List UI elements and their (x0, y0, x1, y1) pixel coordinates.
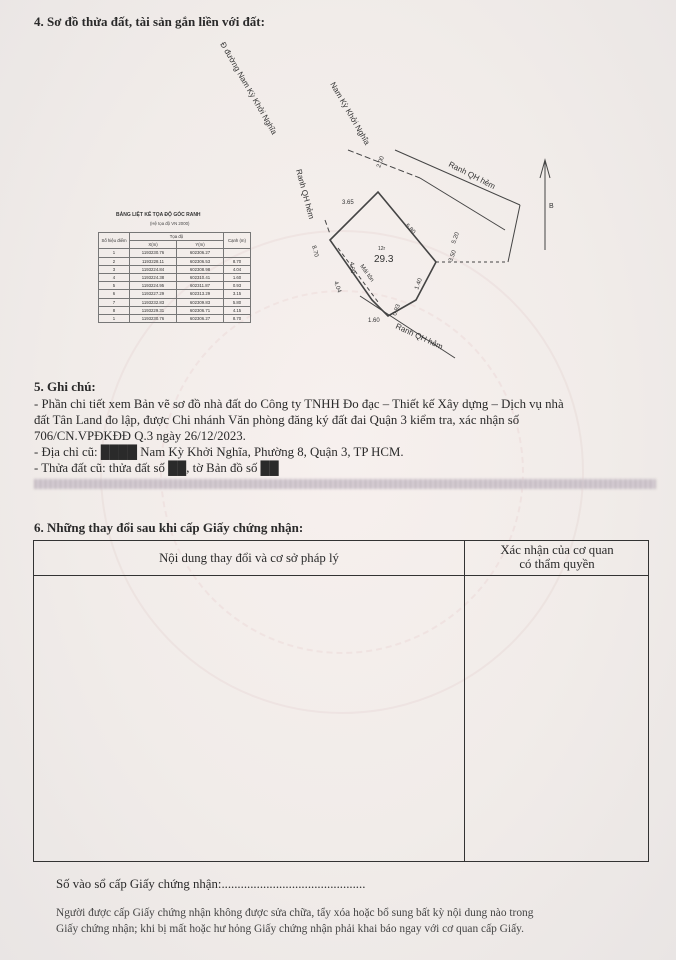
ranh-hem-bottom-label: Ranh QH hẻm (394, 321, 445, 352)
dim-label: 4.30 (348, 261, 356, 274)
col-content-header: Nội dung thay đổi và cơ sở pháp lý (159, 551, 339, 565)
cell: 1193224.38 (130, 273, 177, 281)
warning-line: Giấy chứng nhận; khi bị mất hoặc hư hỏng Giấy chứng nhận phải khai báo ngay với cơ quan cấp Giấy. (56, 923, 524, 935)
cell: 1193230.76 (130, 314, 177, 322)
cell: 5 (99, 282, 130, 290)
dim-label: 0.93 (392, 303, 402, 317)
cell: 2 (99, 257, 130, 265)
dim-label: 5.80 (403, 223, 417, 236)
cell: 602313.29 (177, 290, 224, 298)
cell: 4.15 (224, 306, 251, 314)
table-row (99, 306, 251, 314)
table-row (99, 314, 251, 322)
table-row (99, 273, 251, 281)
cell: 4.04 (224, 265, 251, 273)
section5-title: 5. Ghi chú: (34, 379, 96, 394)
cell: 8.70 (224, 257, 251, 265)
col-point: Số hiệu điểm (99, 233, 130, 249)
cell: 6 (99, 290, 130, 298)
cell: 1 (99, 314, 130, 322)
note-line: - Phần chi tiết xem Bản vẽ sơ đồ nhà đất do Công ty TNHH Đo đạc – Thiết kế Xây dựng – Dịch vụ nhà (34, 397, 564, 411)
cell: 602306.27 (177, 314, 224, 322)
col-x: X(m) (130, 241, 177, 249)
cell: 8.70 (224, 314, 251, 322)
note-line: đất Tân Land đo lập, được Chi nhánh Văn phòng đăng ký đất đai Quận 3 kiểm tra, xác nhận số (34, 413, 520, 427)
road-edge-line (348, 150, 420, 178)
coord-table-subtitle: (Hệ tọa độ VN 2000) (150, 221, 190, 226)
cell: 1193232.83 (130, 298, 177, 306)
cell: 7 (99, 298, 130, 306)
cell: 602308.98 (177, 265, 224, 273)
table-row (99, 290, 251, 298)
table-row (99, 265, 251, 273)
dim-label: 3.50 (448, 249, 458, 263)
column-divider (464, 541, 465, 861)
col-y: Y(m) (177, 241, 224, 249)
warning-line: Người được cấp Giấy chứng nhận không được sửa chữa, tẩy xóa hoặc bổ sung bất kỳ nội dung nào trong (56, 907, 534, 919)
ranh-hem-left-line (325, 220, 330, 234)
registry-number-line: Số vào sổ cấp Giấy chứng nhận:............................................. (56, 877, 366, 891)
cell: 1193224.84 (130, 265, 177, 273)
cell: 3 (99, 265, 130, 273)
cell: 5.80 (224, 298, 251, 306)
dim-label: 1.40 (414, 277, 424, 291)
ranh-hem-left-label: Ranh QH hẻm (294, 168, 316, 220)
cell: 4 (99, 273, 130, 281)
old-parcel-line: - Thửa đất cũ: thửa đất số ██, tờ Bản đồ số ██ (34, 461, 279, 475)
cell: 1193224.95 (130, 282, 177, 290)
road-main-label: Đ đường Nam Kỳ Khởi Nghĩa (218, 40, 279, 137)
dim-label: 1.60 (368, 318, 380, 324)
cell: 1.60 (224, 273, 251, 281)
cell: 602310.41 (177, 273, 224, 281)
cell: 8 (99, 306, 130, 314)
right-edge-line (508, 205, 520, 262)
cell: 602306.71 (177, 306, 224, 314)
cell (224, 249, 251, 257)
coord-table (98, 232, 251, 323)
cell: 602306.53 (177, 257, 224, 265)
cell: 602306.27 (177, 249, 224, 257)
parcel-area-label: 29.3 (374, 254, 394, 265)
dim-label: 4.04 (332, 280, 342, 294)
table-row (99, 249, 251, 257)
cell: 602309.83 (177, 298, 224, 306)
roof-label: Mái tôn (358, 263, 375, 284)
dim-label: 3.65 (342, 200, 354, 206)
redacted-line (34, 479, 656, 489)
north-label: B (549, 203, 554, 210)
cell: 3.15 (224, 290, 251, 298)
table-row (99, 257, 251, 265)
table-row (99, 298, 251, 306)
note-line: 706/CN.VPĐKĐĐ Q.3 ngày 26/12/2023. (34, 429, 246, 443)
dim-label: 8.70 (310, 244, 319, 258)
warning-text (56, 905, 656, 937)
col-confirm-header (466, 543, 648, 571)
col-confirm-line2: có thẩm quyền (519, 557, 595, 571)
coord-table-title: BẢNG LIỆT KÊ TỌA ĐỘ GÓC RANH (116, 212, 201, 218)
cell: 602311.87 (177, 282, 224, 290)
ranh-hem-top-line (395, 150, 520, 205)
col-confirm-line1: Xác nhận của cơ quan (500, 543, 614, 557)
cell: 0.93 (224, 282, 251, 290)
dim-label: 5.20 (451, 231, 461, 245)
cell: 1193227.29 (130, 290, 177, 298)
dim-label: 2.00 (376, 155, 386, 169)
cell: 1193228.11 (130, 257, 177, 265)
road-label: Nam Kỳ Khởi Nghĩa (328, 80, 372, 147)
table-row (99, 282, 251, 290)
section6-title: 6. Những thay đổi sau khi cấp Giấy chứng nhận: (34, 520, 304, 535)
col-coord: Tọa độ (130, 233, 224, 241)
parcel-small-label: 12r (378, 246, 386, 252)
cell: 1193230.76 (130, 249, 177, 257)
cell: 1 (99, 249, 130, 257)
ranh-hem-top-label: Ranh QH hẻm (447, 159, 497, 191)
col-edge: Cạnh (m) (224, 233, 251, 249)
cell: 1193229.31 (130, 306, 177, 314)
section4-title: 4. Sơ đồ thửa đất, tài sản gắn liền với đất: (34, 14, 265, 29)
changes-table (33, 540, 649, 862)
address-line: - Địa chỉ cũ: ████ Nam Kỳ Khởi Nghĩa, Phường 8, Quận 3, TP HCM. (34, 445, 404, 459)
